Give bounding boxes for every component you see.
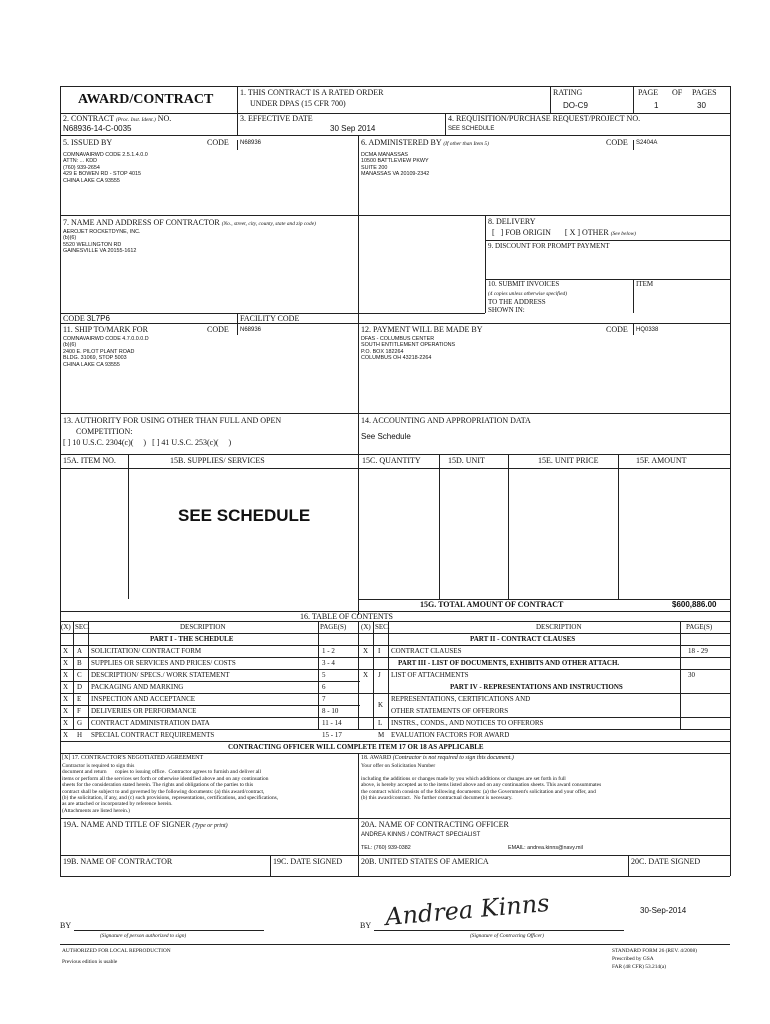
see-schedule-text: SEE SCHEDULE (178, 506, 311, 525)
contractor-label (63, 218, 316, 227)
toc-row-desc: CONTRACT CLAUSES (391, 647, 462, 655)
negotiated-agreement-checkbox: [X] (62, 755, 71, 761)
col-quantity: 15C. QUANTITY (362, 456, 421, 465)
toc-part2: PART II - CONTRACT CLAUSES (470, 635, 576, 643)
col-unit-price: 15E. UNIT PRICE (538, 456, 599, 465)
submit-invoices-shown: SHOWN IN: (488, 306, 525, 314)
negotiated-agreement-mark: X (64, 755, 69, 761)
officer-signature-caption: (Signature of Contracting Officer) (470, 933, 544, 939)
payment-label: 12. PAYMENT WILL BE MADE BY (361, 325, 483, 334)
negotiated-agreement-title: 17. CONTRACTOR'S NEGOTIATED AGREEMENT (71, 755, 204, 761)
administered-by-label-small: (If other than Item 5) (443, 141, 489, 147)
toc-row-desc: INSTRS., CONDS., AND NOTICES TO OFFERORS (391, 719, 544, 727)
contract-no-label (63, 114, 171, 123)
footer-standard-form: STANDARD FORM 26 (REV. 4/2008) (612, 948, 697, 954)
toc-row-sec: J (378, 671, 381, 679)
authority-label: 13. AUTHORITY FOR USING OTHER THAN FULL AND OPEN (63, 416, 282, 425)
signer-name-label-text: 19A. NAME AND TITLE OF SIGNER (63, 820, 191, 829)
contractor-name-label: 19B. NAME OF CONTRACTOR (63, 857, 173, 866)
toc-row-x: X (63, 719, 69, 727)
requisition-label: 4. REQUISITION/PURCHASE REQUEST/PROJECT NO. (448, 114, 641, 123)
toc-row-pages: 7 (322, 695, 326, 703)
other-checkbox: [ X ] (564, 228, 581, 237)
toc-row-x: X (363, 647, 369, 655)
signer-name-label (63, 820, 228, 829)
toc-row-sec: K (378, 701, 384, 709)
toc-row-desc: LIST OF ATTACHMENTS (391, 671, 469, 679)
negotiated-agreement-text: Contractor is required to sign this document and return copies to issuing office. Contractor agrees to furnish and deliver all items or perform all the services set forth or otherwise identified above and on any continuation sheets for the consideration stated herein. The rights and obligations of the parties to this contract shall be subject to and governed by the following documents: (a) this award/contract, (b) the solicitation, if any, and (c) such provisions, representations, certifications, and specifications, as are attached or incorporated by reference herein. (Attachments are listed herein.) (62, 763, 279, 814)
contractor-code-label: CODE (63, 314, 85, 323)
toc-col-pages-right: PAGE(S) (686, 623, 713, 631)
payment-code: HQ0338 (636, 327, 659, 333)
contractor-label-small: (No., street, city, county, state and zip code) (221, 221, 316, 227)
col-supplies: 15B. SUPPLIES/ SERVICES (170, 456, 265, 465)
contractor-code (63, 314, 110, 323)
toc-row-desc: DELIVERIES OR PERFORMANCE (91, 707, 197, 715)
toc-row-desc: SPECIAL CONTRACT REQUIREMENTS (91, 731, 215, 739)
effective-date: 30 Sep 2014 (330, 124, 376, 133)
rating-label: RATING (553, 88, 583, 97)
contract-no-label-no: NO. (157, 114, 172, 123)
toc-row-desc: EVALUATION FACTORS FOR AWARD (391, 731, 510, 739)
toc-row-desc: REPRESENTATIONS, CERTIFICATIONS AND (391, 695, 531, 703)
pages-value: 30 (697, 101, 706, 110)
toc-col-x-right: (X) (361, 623, 371, 631)
fob-origin-option (492, 228, 636, 237)
toc-row-x: X (63, 659, 69, 667)
page-value: 1 (654, 101, 659, 110)
facility-code-label: FACILITY CODE (240, 314, 300, 323)
negotiated-agreement-label (62, 755, 203, 761)
rated-order-label: 1. THIS CONTRACT IS A RATED ORDER (240, 88, 384, 97)
pages-label: PAGES (692, 88, 717, 97)
administered-by-code: S2404A (636, 140, 658, 146)
fob-origin-checkbox: [ ] (492, 228, 504, 237)
award-label (361, 755, 514, 761)
toc-row-sec: G (77, 719, 83, 727)
officer-date-label: 20C. DATE SIGNED (631, 857, 701, 866)
contracting-officer-line: CONTRACTING OFFICER WILL COMPLETE ITEM 17 OR 18 AS APPLICABLE (228, 743, 484, 751)
toc-row-desc: PACKAGING AND MARKING (91, 683, 184, 691)
toc-row-desc: SOLICITATION/ CONTRACT FORM (91, 647, 202, 655)
toc-col-pages: PAGE(S) (320, 623, 347, 631)
accounting-label: 14. ACCOUNTING AND APPROPRIATION DATA (361, 416, 531, 425)
submit-invoices-label: 10. SUBMIT INVOICES (488, 280, 560, 288)
toc-col-desc-right: DESCRIPTION (536, 623, 582, 631)
toc-row-desc-2: OTHER STATEMENTS OF OFFERORS (391, 707, 509, 715)
col-amount: 15F. AMOUNT (636, 456, 687, 465)
contracting-officer-name-label: 20A. NAME OF CONTRACTING OFFICER (361, 820, 509, 829)
col-item-no: 15A. ITEM NO. (63, 456, 116, 465)
toc-row-desc: CONTRACT ADMINISTRATION DATA (91, 719, 210, 727)
issued-by-code-label: CODE (207, 138, 229, 147)
administered-by-label-text: 6. ADMINISTERED BY (361, 138, 442, 147)
toc-row-desc: INSPECTION AND ACCEPTANCE (91, 695, 196, 703)
accounting-value: See Schedule (361, 432, 411, 441)
toc-row-pages: 30 (688, 671, 695, 679)
total-amount-value: $600,886.00 (672, 600, 717, 609)
col-unit: 15D. UNIT (448, 456, 485, 465)
other-label: OTHER (582, 228, 609, 237)
of-label: OF (672, 88, 683, 97)
other-checkbox-mark: X (569, 228, 576, 237)
contractor-address: AEROJET ROCKETDYNE, INC. (b)(6) 5520 WELLINGTON RD GAINESVILLE VA 20155-1612 (63, 229, 141, 255)
contractor-by-label: BY (60, 921, 72, 930)
issued-by-address: COMNAVAIRWD CODE 2.5.1.4.0.0 ATTN: ... KDD (760) 939-2654 429 E BOWEN RD - STOP 4015 CHINA LAKE CA 93555 (63, 152, 148, 184)
toc-col-sec: SEC. (75, 623, 90, 631)
footer-previous-edition: Previous edition is usable (62, 959, 118, 965)
toc-row-x: X (63, 731, 69, 739)
officer-by-label: BY (360, 921, 372, 930)
toc-row-sec: D (77, 683, 83, 691)
toc-row-sec: F (77, 707, 81, 715)
toc-row-sec: I (378, 647, 381, 655)
discount-label: 9. DISCOUNT FOR PROMPT PAYMENT (488, 242, 610, 250)
toc-row-x: X (63, 695, 69, 703)
toc-col-x: (X) (61, 623, 71, 631)
footer-reproduction: AUTHORIZED FOR LOCAL REPRODUCTION (62, 948, 171, 954)
toc-col-desc: DESCRIPTION (180, 623, 226, 631)
authority-options: [ ] 10 U.S.C. 2304(c)( ) [ ] 41 U.S.C. 253(c)( ) (63, 438, 232, 447)
toc-title: 16. TABLE OF CONTENTS (300, 612, 393, 621)
toc-row-pages: 6 (322, 683, 326, 691)
contract-no-label-text: 2. CONTRACT (63, 114, 114, 123)
toc-part4: PART IV - REPRESENTATIONS AND INSTRUCTIONS (450, 683, 623, 691)
toc-row-sec: E (77, 695, 82, 703)
contractor-label-text: 7. NAME AND ADDRESS OF CONTRACTOR (63, 218, 220, 227)
toc-row-x: X (363, 671, 369, 679)
contract-no-label-small: (Proc. Inst. Ident.) (115, 117, 156, 123)
contractor-date-label: 19C. DATE SIGNED (273, 857, 343, 866)
form-title: AWARD/CONTRACT (78, 92, 214, 107)
toc-row-desc: DESCRIPTION/ SPECS./ WORK STATEMENT (91, 671, 230, 679)
total-amount-label: 15G. TOTAL AMOUNT OF CONTRACT (420, 600, 564, 609)
ship-to-code: N68936 (240, 327, 262, 333)
toc-col-sec-right: SEC. (375, 623, 390, 631)
toc-row-pages: 1 - 2 (322, 647, 335, 655)
toc-row-pages: 8 - 10 (322, 707, 339, 715)
toc-row-sec: H (77, 731, 83, 739)
toc-row-pages: 5 (322, 671, 326, 679)
officer-date: 30-Sep-2014 (640, 906, 687, 915)
toc-row-x: X (63, 671, 69, 679)
toc-row-pages: 11 - 14 (322, 719, 342, 727)
administered-by-address: DCMA MANASSAS 10500 BATTLEVIEW PKWY SUITE 200 MANASSAS VA 20109-2342 (361, 152, 430, 178)
toc-row-x: X (63, 683, 69, 691)
issued-by-label: 5. ISSUED BY (63, 138, 113, 147)
ship-to-address: COMNAVAIRWD CODE 4.7.0.0.0.D (b)(6) 2400 E. PILOT PLANT ROAD BLDG. 31069, STOP 5003 CHINA LAKE CA 93555 (63, 336, 149, 368)
authority-label-2: COMPETITION: (76, 427, 133, 436)
delivery-label: 8. DELIVERY (488, 217, 536, 226)
submit-invoices-to: TO THE ADDRESS (488, 298, 546, 306)
toc-row-pages: 18 - 29 (688, 647, 708, 655)
toc-row-sec: C (77, 671, 82, 679)
page-label: PAGE (638, 88, 659, 97)
toc-row-pages: 3 - 4 (322, 659, 335, 667)
contracting-officer-tel: TEL: (760) 939-0382 (361, 845, 411, 851)
award-title: 18. AWARD (361, 755, 392, 761)
contract-number: N68936-14-C-0035 (63, 124, 132, 133)
toc-row-sec: A (77, 647, 83, 655)
contractor-signature-caption: (Signature of person authorized to sign) (100, 933, 187, 939)
usa-label: 20B. UNITED STATES OF AMERICA (361, 857, 489, 866)
toc-row-sec: B (77, 659, 82, 667)
officer-signature: Andrea Kinns (384, 888, 551, 932)
toc-part3: PART III - LIST OF DOCUMENTS, EXHIBITS AND OTHER ATTACH. (398, 659, 620, 667)
payment-code-label: CODE (606, 325, 628, 334)
administered-by-label (361, 138, 489, 147)
administered-by-code-label: CODE (606, 138, 628, 147)
issued-by-code: N68936 (240, 140, 262, 146)
toc-row-pages: 15 - 17 (322, 731, 342, 739)
rating-value: DO-C9 (563, 101, 588, 110)
signer-name-label-small: (Type or print) (192, 823, 228, 829)
submit-invoices-item-label: ITEM (636, 280, 654, 288)
toc-part1: PART I - THE SCHEDULE (150, 635, 234, 643)
payment-address: DFAS - COLUMBUS CENTER SOUTH ENTITLEMENT OPERATIONS P.O. BOX 182264 COLUMBUS OH 43218-2264 (361, 336, 456, 362)
fob-origin-label: FOB ORIGIN (505, 228, 551, 237)
other-label-small: (See below) (610, 231, 636, 237)
rated-order-label-2: UNDER DPAS (15 CFR 700) (250, 99, 346, 108)
submit-invoices-small: (4 copies unless otherwise specified) (488, 291, 568, 297)
ship-to-label: 11. SHIP TO/MARK FOR (63, 325, 148, 334)
award-small: (Contractor is not required to sign this document.) (392, 755, 514, 761)
contracting-officer-email: EMAIL: andrea.kinns@navy.mil (508, 845, 583, 851)
footer-prescribed: Prescribed by GSA (612, 956, 654, 962)
award-text: Your offer on Solicitation Number including the additions or changes made by you which additions or changes are set forth in full above, is hereby accepted as to the items listed above and on any continuation sheets. This award consummates the contract which consists of the following documents: (a) the Government's solicitation and your offer, and (b) this award/contract. No further contractual document is necessary. (361, 763, 602, 802)
footer-far: FAR (48 CFR) 53.214(a) (612, 964, 667, 970)
toc-row-x: X (63, 707, 69, 715)
requisition-value: SEE SCHEDULE (448, 126, 495, 132)
toc-row-sec: M (378, 731, 385, 739)
ship-to-code-label: CODE (207, 325, 229, 334)
toc-row-x: X (63, 647, 69, 655)
toc-row-desc: SUPPLIES OR SERVICES AND PRICES/ COSTS (91, 659, 236, 667)
toc-row-sec: L (378, 719, 383, 727)
effective-date-label: 3. EFFECTIVE DATE (240, 114, 313, 123)
contracting-officer-name: ANDREA KINNS / CONTRACT SPECIALIST (361, 832, 481, 838)
contractor-code-value: 3L7P6 (86, 314, 110, 323)
